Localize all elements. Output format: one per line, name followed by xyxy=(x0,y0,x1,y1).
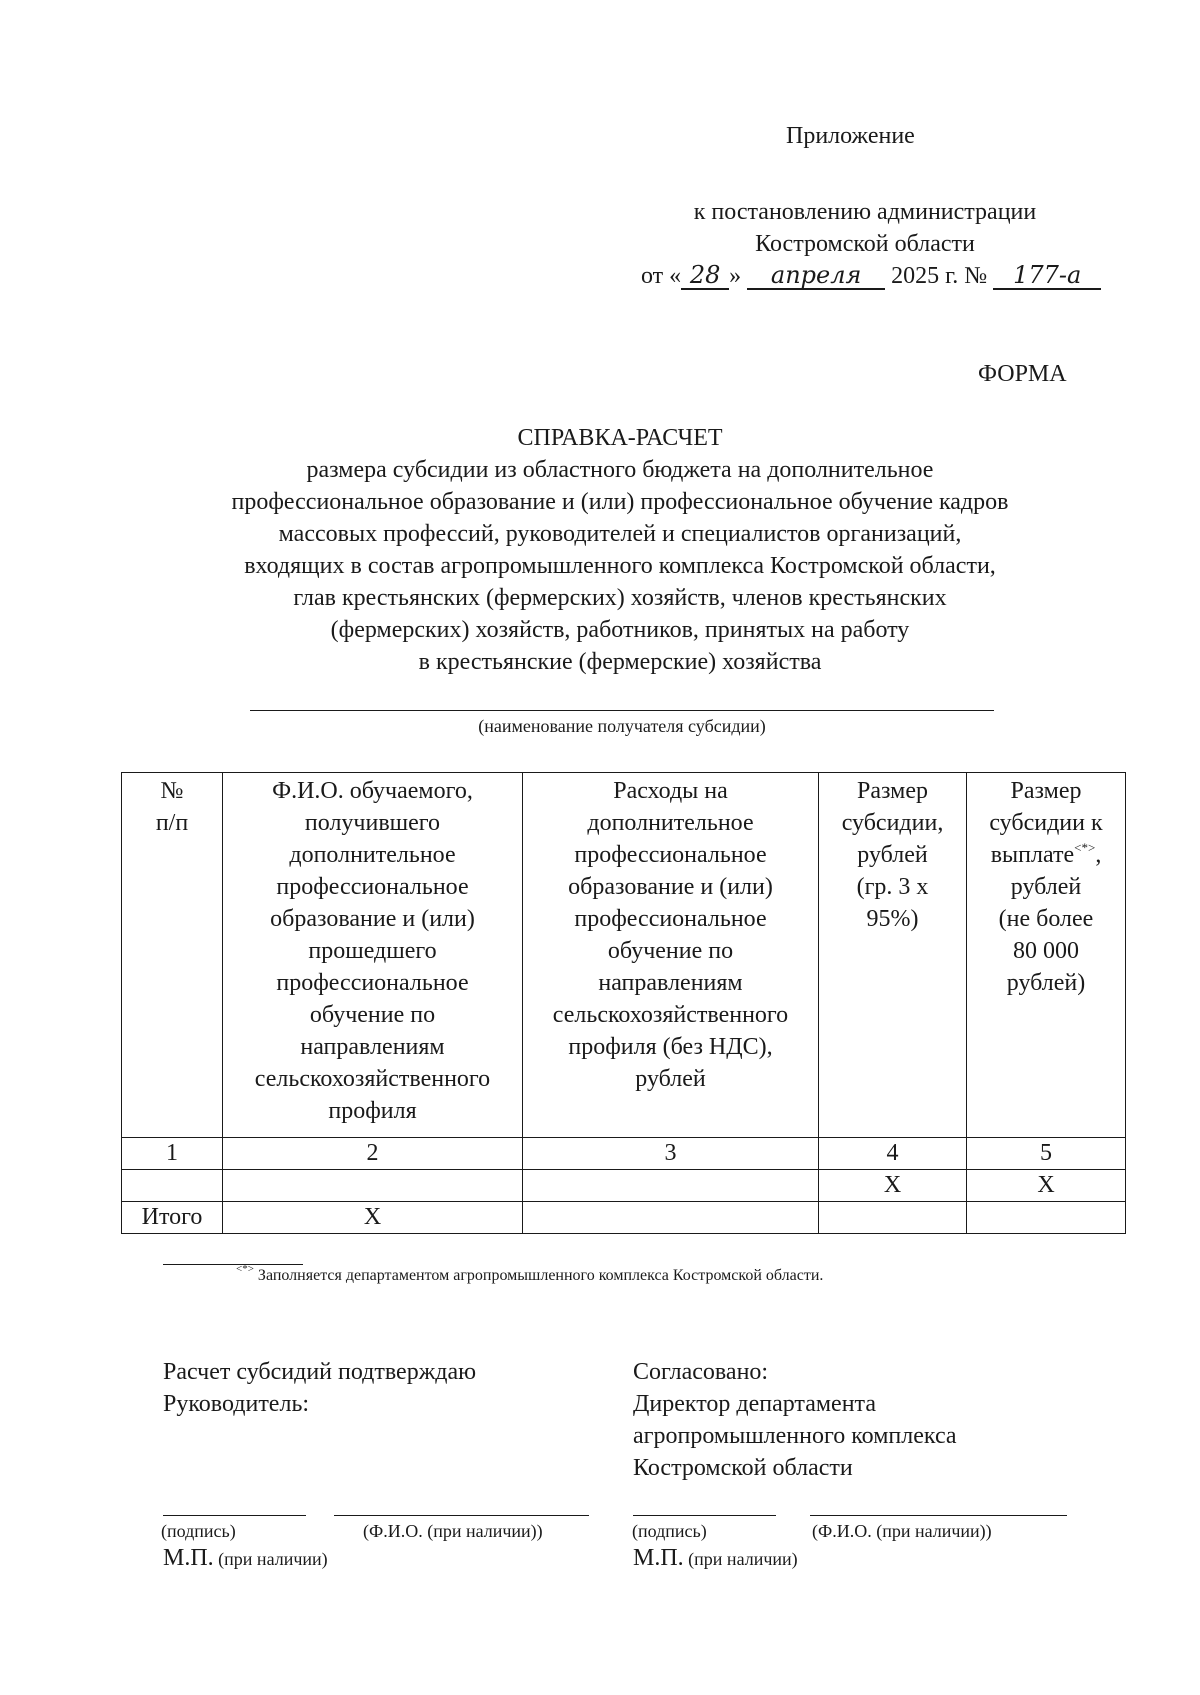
right-stamp-note: (при наличии) xyxy=(683,1549,798,1569)
left-signature-block xyxy=(163,1356,476,1420)
header-cell-trainee-name: Ф.И.О. обучаемого, получившего дополнительное профессиональное образование и (или) прошедшего профессиональное обучение по направлениям сельскохозяйственного профиля xyxy=(223,773,523,1138)
subsidy-calculation-table xyxy=(121,772,1126,1234)
column-number: 5 xyxy=(967,1138,1126,1170)
left-stamp-mark: М.П. xyxy=(163,1545,214,1571)
recipient-caption: (наименование получателя субсидии) xyxy=(478,716,766,736)
head-label: Руководитель: xyxy=(163,1391,310,1417)
recipient-name-line xyxy=(250,710,994,711)
subtitle-line: массовых профессий, руководителей и специалистов организаций, xyxy=(278,521,962,547)
column-number: 4 xyxy=(819,1138,967,1170)
header-cell-subsidy-amount: Размер субсидии, рублей (гр. 3 х 95%) xyxy=(819,773,967,1138)
right-name-line xyxy=(810,1515,1067,1516)
table-column-numbers-row xyxy=(122,1138,1126,1170)
footnote-marker: <*> xyxy=(236,1263,254,1275)
table-cell: Х xyxy=(819,1170,967,1202)
left-signature-line xyxy=(163,1515,306,1516)
column-number: 2 xyxy=(223,1138,523,1170)
document-subtitle xyxy=(0,454,1200,678)
header-cell-subsidy-payout xyxy=(967,773,1126,1138)
director-label-line3: Костромской области xyxy=(633,1455,853,1481)
appendix-title: Приложение xyxy=(786,123,915,149)
subtitle-line: (фермерских) хозяйств, работников, принятых на работу xyxy=(330,617,910,643)
footnote-divider xyxy=(163,1264,303,1265)
appendix-line1: к постановлению администрации xyxy=(693,199,1037,225)
footnote-text: Заполняется департаментом агропромышленного комплекса Костромской области. xyxy=(253,1267,824,1284)
header-cell-number: № п/п xyxy=(122,773,223,1138)
date-prefix: от « xyxy=(641,263,682,289)
footnote-mark: <*> xyxy=(1074,840,1096,855)
table-cell xyxy=(122,1170,223,1202)
header5-text-after: , рублей (не более 80 000 рублей) xyxy=(998,842,1102,996)
subtitle-line: глав крестьянских (фермерских) хозяйств, членов крестьянских xyxy=(293,585,947,611)
form-label: ФОРМА xyxy=(978,361,1067,387)
table-cell xyxy=(523,1170,819,1202)
right-stamp xyxy=(633,1542,798,1574)
left-sign-caption: (подпись) xyxy=(161,1521,236,1541)
right-name-caption: (Ф.И.О. (при наличии)) xyxy=(812,1521,992,1541)
table-cell xyxy=(523,1202,819,1234)
appendix-line2: Костромской области xyxy=(755,231,975,257)
right-stamp-mark: М.П. xyxy=(633,1545,684,1571)
subtitle-line: размера субсидии из областного бюджета на дополнительное xyxy=(306,457,934,483)
header-cell-expenses: Расходы на дополнительное профессиональное образование и (или) профессиональное обучение по направлениям сельскохозяйственного профиля (без НДС), рублей xyxy=(523,773,819,1138)
subtitle-line: в крестьянские (фермерские) хозяйства xyxy=(418,649,822,675)
date-month-handwritten: апреля xyxy=(747,262,885,290)
document-title: СПРАВКА-РАСЧЕТ xyxy=(517,425,723,451)
subtitle-line: входящих в состав агропромышленного комплекса Костромской области, xyxy=(244,553,996,579)
table-cell xyxy=(967,1202,1126,1234)
date-year: 2025 г. № xyxy=(891,263,988,289)
table-cell xyxy=(819,1202,967,1234)
director-label-line2: агропромышленного комплекса xyxy=(633,1423,957,1449)
column-number: 1 xyxy=(122,1138,223,1170)
total-label: Итого xyxy=(122,1202,223,1234)
date-quote-close: » xyxy=(729,263,742,289)
column-number: 3 xyxy=(523,1138,819,1170)
table-cell: Х xyxy=(967,1170,1126,1202)
right-signature-block xyxy=(633,1356,957,1484)
approved-label: Согласовано: xyxy=(633,1359,769,1385)
table-cell xyxy=(223,1170,523,1202)
appendix-date-line xyxy=(641,260,1101,292)
left-name-caption: (Ф.И.О. (при наличии)) xyxy=(363,1521,543,1541)
left-stamp-note: (при наличии) xyxy=(213,1549,328,1569)
left-name-line xyxy=(334,1515,589,1516)
table-cell: Х xyxy=(223,1202,523,1234)
subtitle-line: профессиональное образование и (или) профессиональное обучение кадров xyxy=(231,489,1009,515)
header5-text: Размер субсидии к выплате xyxy=(989,778,1103,868)
order-number-handwritten: 177-а xyxy=(993,262,1101,290)
confirm-calc-label: Расчет субсидий подтверждаю xyxy=(163,1359,477,1385)
left-stamp xyxy=(163,1542,328,1574)
director-label-line1: Директор департамента xyxy=(633,1391,876,1417)
table-total-row xyxy=(122,1202,1126,1234)
date-day-handwritten: 28 xyxy=(681,262,729,290)
right-sign-caption: (подпись) xyxy=(632,1521,707,1541)
footnote xyxy=(236,1263,824,1286)
right-signature-line xyxy=(633,1515,776,1516)
table-header-row xyxy=(122,773,1126,1138)
table-row xyxy=(122,1170,1126,1202)
